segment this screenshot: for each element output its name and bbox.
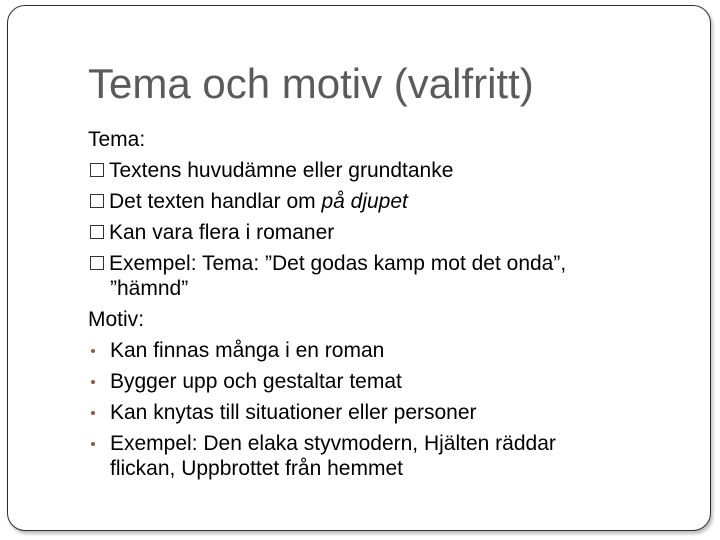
- tema-bullet-4-continuation: ”hämnd”: [110, 277, 189, 300]
- square-bullet-icon: [90, 163, 104, 177]
- tema-colon: :: [139, 128, 146, 151]
- dot-bullet-icon: [91, 349, 95, 353]
- dot-bullet-icon: [91, 380, 95, 384]
- square-bullet-icon: [90, 194, 104, 208]
- motiv-colon: :: [138, 308, 145, 331]
- motiv-heading: Motiv: [88, 308, 139, 331]
- motiv-bullet-2: [88, 366, 688, 397]
- motiv-bullet-text: Kan finnas många i en roman: [110, 339, 385, 362]
- tema-bullet-3: [88, 217, 688, 248]
- motiv-bullet-1: [88, 335, 688, 366]
- slide-body: [88, 124, 688, 484]
- tema-bullet-prefix: Exempel:: [109, 252, 202, 275]
- square-bullet-icon: [90, 225, 104, 239]
- square-bullet-icon: [90, 256, 104, 270]
- motiv-bullet-text: Exempel: Den elaka styvmodern, Hjälten räddar: [110, 432, 556, 455]
- motiv-bullet-4-continuation: flickan, Uppbrottet från hemmet: [110, 457, 403, 480]
- slide-frame: [7, 5, 711, 531]
- tema-bullet-text: Textens huvudämne eller grundtanke: [109, 159, 454, 182]
- tema-bullet-1: [88, 155, 688, 186]
- motiv-heading-line: [88, 304, 688, 335]
- tema-bullet-text: Det texten handlar om: [109, 190, 322, 213]
- motiv-bullet-3: [88, 397, 688, 428]
- tema-heading-line: [88, 124, 688, 155]
- dot-bullet-icon: [91, 411, 95, 415]
- motiv-bullet-text: Kan knytas till situationer eller personer: [110, 401, 477, 424]
- tema-bullet-text: Kan vara flera i romaner: [109, 221, 335, 244]
- tema-bullet-emphasis: på djupet: [321, 190, 408, 213]
- tema-bullet-2: [88, 186, 688, 217]
- tema-bullet-term: Tema: [202, 252, 254, 275]
- tema-heading: Tema: [88, 128, 140, 151]
- dot-bullet-icon: [91, 442, 95, 446]
- slide-title: Tema och motiv (valfritt): [88, 60, 534, 107]
- tema-bullet-rest: : ”Det godas kamp mot det onda”,: [253, 252, 567, 275]
- motiv-bullet-text: Bygger upp och gestaltar temat: [110, 370, 402, 393]
